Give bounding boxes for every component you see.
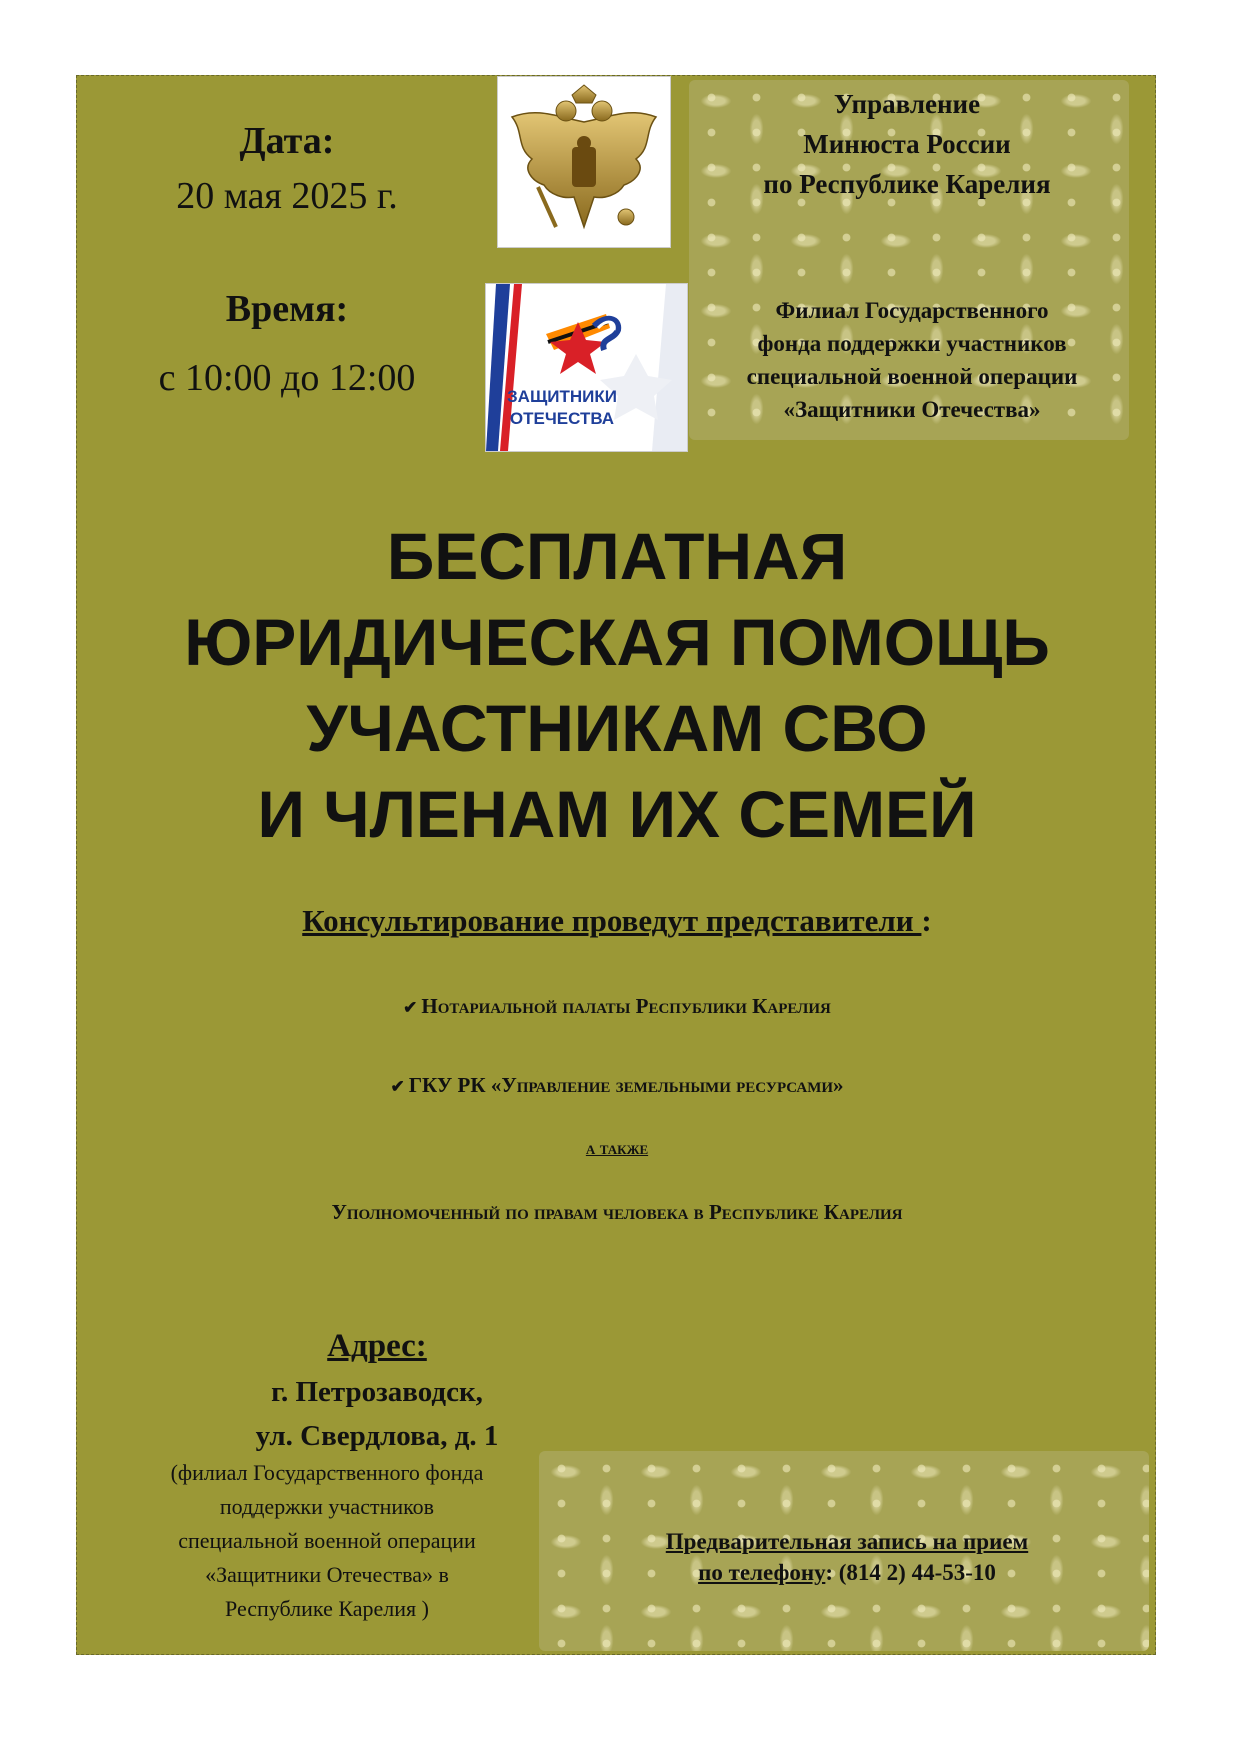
also-label: а также xyxy=(585,1138,649,1158)
headline-line: УЧАСТНИКАМ СВО xyxy=(306,691,928,765)
fund-name xyxy=(712,294,1112,426)
headline-line: ЮРИДИЧЕСКАЯ ПОМОЩЬ xyxy=(184,605,1050,679)
address-note-line: «Защитники Отечества» в xyxy=(205,1562,449,1587)
ombudsman: Уполномоченный по правам человека в Республике Карелия xyxy=(331,1200,903,1224)
time-block xyxy=(117,284,457,408)
consultation-item-text: Нотариальной палаты Республики Карелия xyxy=(421,994,831,1018)
ministry-emblem xyxy=(497,76,671,248)
booking-phone-prefix: по телефону xyxy=(698,1560,826,1585)
address-note-line: поддержки участников xyxy=(219,1494,435,1519)
address-note-line: специальной военной операции xyxy=(178,1528,476,1553)
headline xyxy=(77,513,1156,857)
headline-line: И ЧЛЕНАМ ИХ СЕМЕЙ xyxy=(257,777,977,851)
time-label: Время: xyxy=(225,288,349,330)
ministry-name xyxy=(717,84,1097,204)
double-headed-eagle-emblem-icon xyxy=(498,77,670,247)
consultation-item xyxy=(77,994,1156,1019)
fund-logo xyxy=(485,283,688,452)
booking-phone: (814 2) 44-53-10 xyxy=(838,1560,996,1585)
address-city: г. Петрозаводск, xyxy=(271,1376,483,1408)
check-icon: ✔ xyxy=(403,998,418,1017)
ministry-name-line: Управление xyxy=(833,89,981,119)
booking-info xyxy=(587,1526,1107,1588)
ministry-name-line: по Республике Карелия xyxy=(763,169,1051,199)
consultation-title xyxy=(77,903,1156,939)
address-street: ул. Свердлова, д. 1 xyxy=(255,1420,499,1452)
ministry-name-line: Минюста России xyxy=(803,129,1011,159)
booking-phone-sep: : xyxy=(825,1560,839,1585)
booking-line: Предварительная запись на прием xyxy=(665,1529,1029,1554)
consultation-title-text: Консультирование проведут представители xyxy=(302,903,922,938)
fund-logo-text-1: ЗАЩИТНИКИ xyxy=(507,387,617,406)
fund-name-line: специальной военной операции xyxy=(746,364,1078,389)
time-value: с 10:00 до 12:00 xyxy=(158,357,416,399)
consultation-item-text: ГКУ РК «Управление земельными ресурсами» xyxy=(408,1073,844,1097)
date-value: 20 мая 2025 г. xyxy=(176,175,398,217)
fund-logo-text-2: ОТЕЧЕСТВА xyxy=(509,409,615,428)
address-note-line: (филиал Государственного фонда xyxy=(170,1460,484,1485)
check-icon: ✔ xyxy=(390,1077,405,1096)
star-ribbon-logo-icon xyxy=(486,284,687,451)
address-title: Адрес: xyxy=(327,1328,427,1364)
poster xyxy=(76,75,1156,1655)
fund-name-line: фонда поддержки участников xyxy=(757,331,1067,356)
address-note xyxy=(87,1456,567,1626)
headline-line: БЕСПЛАТНАЯ xyxy=(386,519,848,593)
consultation-item xyxy=(77,1073,1156,1098)
date-label: Дата: xyxy=(239,120,335,162)
consultation-title-colon: : xyxy=(921,903,932,938)
fund-name-line: «Защитники Отечества» xyxy=(783,397,1041,422)
address-note-line: Республике Карелия ) xyxy=(225,1596,429,1621)
date-block xyxy=(137,116,437,226)
fund-name-line: Филиал Государственного xyxy=(775,298,1049,323)
